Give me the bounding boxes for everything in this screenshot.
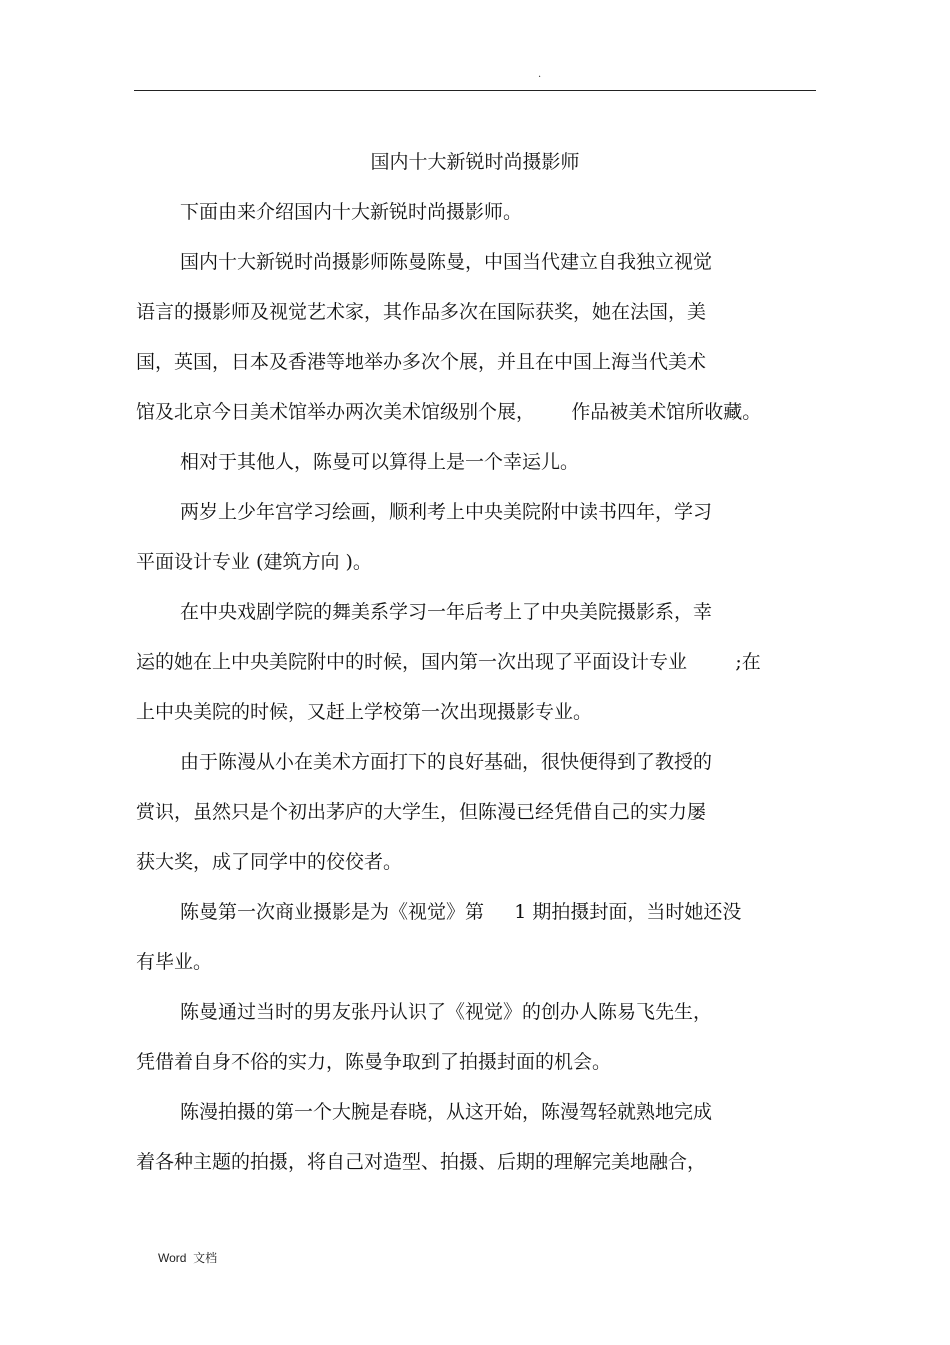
paragraph-line: 凭借着自身不俗的实力，陈曼争取到了拍摄封面的机会。 [136,1051,612,1073]
paragraph-line: 两岁上少年宫学习绘画，顺利考上中央美院附中读书四年，学习 [180,501,713,523]
paragraph-line: 运的她在上中央美院附中的时候，国内第一次出现了平面设计专业 ;在 [136,651,761,673]
header-rule [134,90,816,91]
paragraph-line: 陈曼第一次商业摄影是为《视觉》第 1 期拍摄封面，当时她还没 [180,901,742,923]
paragraph-line: 有毕业。 [136,951,213,973]
header-mark: . [538,69,542,80]
paragraph-line: 在中央戏剧学院的舞美系学习一年后考上了中央美院摄影系，幸 [180,601,713,623]
paragraph-line: 赏识，虽然只是个初出茅庐的大学生，但陈漫已经凭借自己的实力屡 [136,801,707,823]
paragraph-line: 陈曼通过当时的男友张丹认识了《视觉》的创办人陈易飞先生， [180,1001,713,1023]
paragraph-line: 由于陈漫从小在美术方面打下的良好基础，很快便得到了教授的 [180,751,713,773]
paragraph-line: 国，英国，日本及香港等地举办多次个展，并且在中国上海当代美术 [136,351,707,373]
paragraph-line: 着各种主题的拍摄，将自己对造型、拍摄、后期的理解完美地融合， [136,1151,707,1173]
paragraph-line: 国内十大新锐时尚摄影师陈曼陈曼，中国当代建立自我独立视觉 [180,251,713,273]
paragraph-line: 平面设计专业 (建筑方向 )。 [136,551,372,573]
document-title: 国内十大新锐时尚摄影师 [370,151,580,173]
paragraph-line: 获大奖，成了同学中的佼佼者。 [136,851,403,873]
paragraph-line: 下面由来介绍国内十大新锐时尚摄影师。 [180,201,523,223]
paragraph-line: 相对于其他人，陈曼可以算得上是一个幸运儿。 [180,451,580,473]
paragraph-line: 上中央美院的时候，又赶上学校第一次出现摄影专业。 [136,701,593,723]
footer-label: Word 文档 [158,1251,218,1265]
paragraph-line: 语言的摄影师及视觉艺术家，其作品多次在国际获奖，她在法国，美 [136,301,707,323]
paragraph-line: 陈漫拍摄的第一个大腕是春晓，从这开始，陈漫驾轻就熟地完成 [180,1101,713,1123]
paragraph-line: 馆及北京今日美术馆举办两次美术馆级别个展， 作品被美术馆所收藏。 [136,401,762,423]
